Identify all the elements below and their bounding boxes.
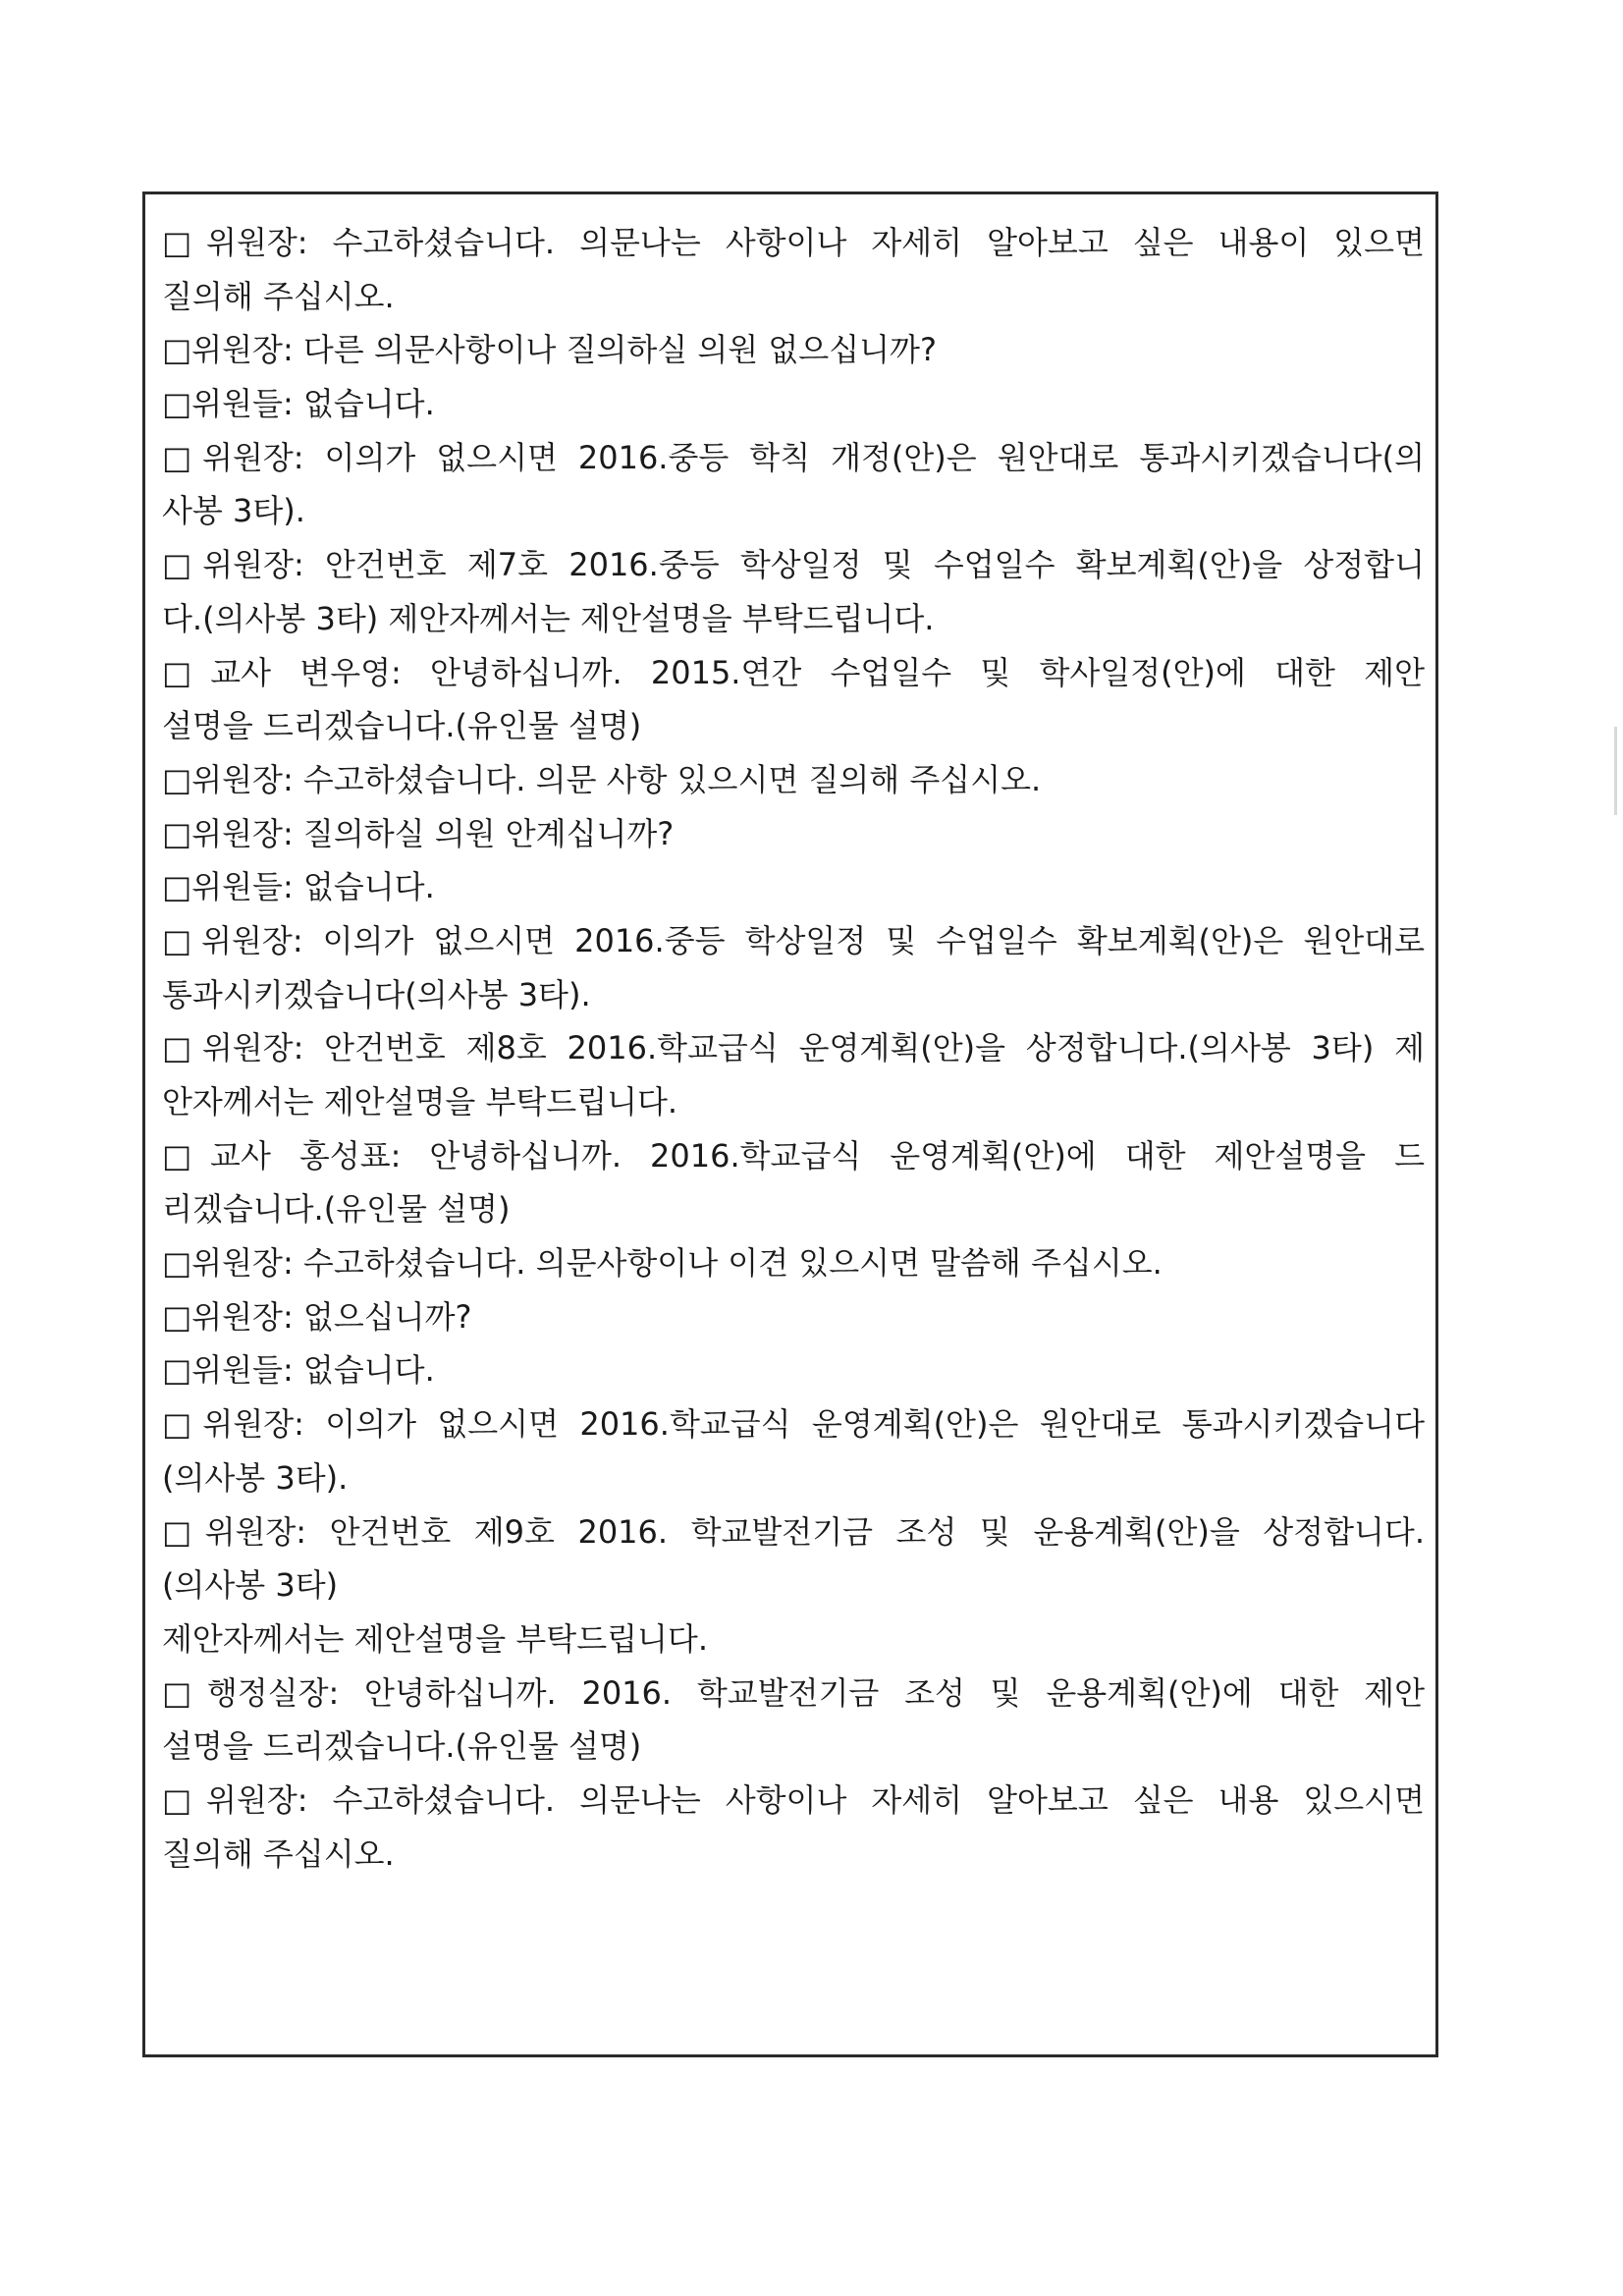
transcript-line: □위원장: 이의가 없으시면 2016.중등 학상일정 및 수업일수 확보계획(안)은 원안대로 [162,921,1425,959]
transcript-line: □위원장: 수고하셨습니다. 의문나는 사항이나 자세히 알아보고 싶은 내용 있으시면 [162,1780,1425,1819]
transcript-line: □위원들: 없습니다. [162,385,435,423]
transcript-line: 설명을 드리겠습니다.(유인물 설명) [162,707,642,745]
transcript-line: 사봉 3타). [162,492,305,530]
transcript-line: □위원들: 없습니다. [162,868,435,906]
transcript-line: 안자께서는 제안설명을 부탁드립니다. [162,1083,678,1121]
scan-edge-mark [1614,727,1617,815]
transcript-line: (의사봉 3타). [162,1458,349,1497]
transcript-line: □위원장: 이의가 없으시면 2016.학교급식 운영계획(안)은 원안대로 통과시키겠습니다 [162,1405,1425,1444]
transcript-line: 다.(의사봉 3타) 제안자께서는 제안설명을 부탁드립니다. [162,599,935,637]
transcript-line: □위원장: 다른 의문사항이나 질의하실 의원 없으십니까? [162,331,937,369]
transcript-line: 리겠습니다.(유인물 설명) [162,1190,511,1229]
transcript-line: □위원장: 수고하셨습니다. 의문 사항 있으시면 질의해 주십시오. [162,760,1042,798]
transcript-line: □위원장: 없으십니까? [162,1297,472,1336]
transcript-line: □위원장: 안건번호 제7호 2016.중등 학상일정 및 수업일수 확보계획(안)을 상정합니 [162,546,1425,584]
transcript-line: 통과시키겠습니다(의사봉 3타). [162,975,591,1013]
transcript-line: (의사봉 3타) [162,1566,339,1605]
minutes-text-block [162,216,1425,1881]
transcript-line: 설명을 드리겠습니다.(유인물 설명) [162,1727,642,1766]
transcript-line: □교사 변우영: 안녕하십니까. 2015.연간 수업일수 및 학사일정(안)에 대한 제안 [162,653,1425,691]
transcript-line: □위원장: 수고하셨습니다. 의문나는 사항이나 자세히 알아보고 싶은 내용이 있으면 [162,224,1425,261]
transcript-line: □위원장: 안건번호 제9호 2016. 학교발전기금 조성 및 운용계획(안)을 상정합니다. [162,1512,1425,1551]
transcript-line: □위원장: 질의하실 의원 안계십니까? [162,814,675,852]
transcript-line: □행정실장: 안녕하십니까. 2016. 학교발전기금 조성 및 운용계획(안)에 대한 제안 [162,1673,1425,1712]
transcript-line: □위원장: 이의가 없으시면 2016.중등 학칙 개정(안)은 원안대로 통과시키겠습니다(의 [162,438,1425,476]
transcript-line: □위원들: 없습니다. [162,1351,435,1390]
minutes-frame [142,191,1438,2057]
transcript-line: 질의해 주십시오. [162,277,395,315]
transcript-line: 제안자께서는 제안설명을 부탁드립니다. [162,1619,709,1658]
transcript-line: 질의해 주십시오. [162,1834,395,1873]
transcript-line: □위원장: 안건번호 제8호 2016.학교급식 운영계획(안)을 상정합니다.(의사봉 3타) 제 [162,1029,1425,1067]
transcript-line: □위원장: 수고하셨습니다. 의문사항이나 이견 있으시면 말씀해 주십시오. [162,1244,1163,1283]
transcript-line: □교사 홍성표: 안녕하십니까. 2016.학교급식 운영계획(안)에 대한 제안설명을 드 [162,1136,1425,1175]
